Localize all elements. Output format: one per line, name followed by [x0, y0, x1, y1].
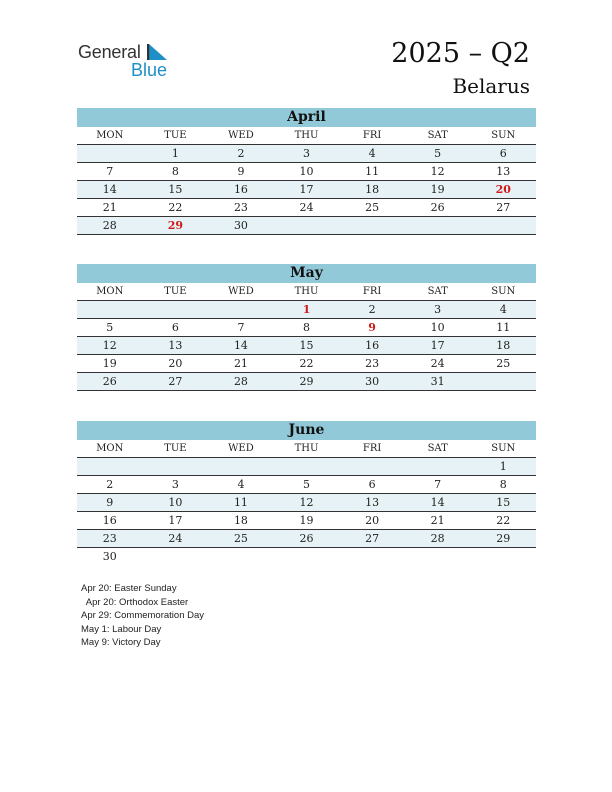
day-cell: 30 — [233, 219, 248, 232]
day-cell: 6 — [368, 478, 376, 491]
holiday-day-cell: 1 — [302, 303, 311, 316]
holiday-day-cell: 29 — [167, 219, 184, 232]
day-cell: 23 — [102, 532, 117, 545]
day-cell: 19 — [430, 183, 445, 196]
week-row — [77, 494, 536, 512]
day-cell: 21 — [102, 201, 117, 214]
day-cell — [339, 458, 405, 475]
year-quarter-title: 2025 – Q2 — [391, 38, 530, 69]
weekday-label: THU — [294, 443, 319, 454]
weekday-header-row — [77, 440, 536, 458]
weekday-label: SAT — [427, 130, 448, 141]
day-cell: 28 — [102, 219, 117, 232]
weekday-label: FRI — [362, 130, 382, 141]
day-cell — [208, 301, 274, 318]
week-row — [77, 512, 536, 530]
day-cell — [77, 458, 143, 475]
day-cell: 19 — [102, 357, 117, 370]
weekday-header-row — [77, 127, 536, 145]
weekday-label: SAT — [427, 443, 448, 454]
day-cell: 17 — [299, 183, 314, 196]
week-row — [77, 476, 536, 494]
month-title: April — [77, 108, 536, 127]
day-cell: 4 — [237, 478, 245, 491]
day-cell: 11 — [233, 496, 248, 509]
country-title: Belarus — [452, 74, 530, 98]
weekday-label: WED — [228, 130, 254, 141]
day-cell: 6 — [499, 147, 507, 160]
logo-text-blue: Blue — [131, 60, 168, 80]
holiday-note: Apr 20: Easter Sunday — [81, 583, 177, 594]
day-cell: 16 — [233, 183, 248, 196]
day-cell: 30 — [102, 550, 117, 563]
day-cell: 7 — [237, 321, 245, 334]
week-row — [77, 355, 536, 373]
day-cell: 14 — [233, 339, 248, 352]
day-cell: 9 — [106, 496, 114, 509]
week-row — [77, 530, 536, 548]
day-cell: 23 — [365, 357, 380, 370]
weekday-label: FRI — [362, 286, 382, 297]
day-cell: 24 — [430, 357, 445, 370]
weekday-label: MON — [96, 443, 124, 454]
day-cell: 22 — [299, 357, 314, 370]
day-cell: 20 — [365, 514, 380, 527]
day-cell: 26 — [102, 375, 117, 388]
day-cell: 6 — [171, 321, 179, 334]
day-cell: 18 — [365, 183, 380, 196]
weekday-label: TUE — [164, 443, 187, 454]
day-cell: 8 — [303, 321, 311, 334]
day-cell: 15 — [496, 496, 511, 509]
day-cell — [274, 548, 340, 565]
day-cell: 21 — [430, 514, 445, 527]
day-cell: 19 — [299, 514, 314, 527]
day-cell — [470, 217, 536, 234]
day-cell: 25 — [365, 201, 380, 214]
day-cell: 25 — [233, 532, 248, 545]
day-cell: 3 — [303, 147, 311, 160]
month-calendar-june — [77, 421, 536, 565]
day-cell: 26 — [430, 201, 445, 214]
weekday-label: SUN — [491, 130, 516, 141]
holiday-day-cell: 9 — [368, 321, 376, 334]
day-cell: 28 — [233, 375, 248, 388]
day-cell: 27 — [496, 201, 511, 214]
day-cell: 11 — [496, 321, 511, 334]
day-cell: 16 — [102, 514, 117, 527]
weekday-label: TUE — [164, 286, 187, 297]
weekday-label: THU — [294, 130, 319, 141]
month-title: May — [77, 264, 536, 283]
day-cell: 27 — [365, 532, 380, 545]
day-cell: 5 — [106, 321, 114, 334]
day-cell — [143, 458, 209, 475]
day-cell: 8 — [499, 478, 507, 491]
day-cell: 17 — [168, 514, 183, 527]
day-cell: 5 — [434, 147, 442, 160]
day-cell: 16 — [365, 339, 380, 352]
day-cell: 8 — [171, 165, 179, 178]
week-row — [77, 301, 536, 319]
day-cell: 1 — [171, 147, 179, 160]
weekday-header-row — [77, 283, 536, 301]
holiday-note: Apr 20: Orthodox Easter — [81, 596, 189, 608]
day-cell — [470, 548, 536, 565]
week-row — [77, 199, 536, 217]
day-cell — [143, 548, 209, 565]
generalblue-logo — [78, 42, 178, 82]
day-cell: 23 — [233, 201, 248, 214]
week-row — [77, 217, 536, 235]
logo-text-general: General — [78, 42, 141, 62]
day-cell: 14 — [102, 183, 117, 196]
day-cell — [274, 217, 340, 234]
holiday-day-cell: 20 — [495, 183, 511, 196]
weekday-label: MON — [96, 130, 124, 141]
day-cell — [274, 458, 340, 475]
day-cell: 29 — [299, 375, 314, 388]
day-cell — [405, 548, 471, 565]
day-cell — [470, 373, 536, 390]
day-cell: 15 — [168, 183, 183, 196]
day-cell: 10 — [168, 496, 183, 509]
weekday-label: SAT — [427, 286, 448, 297]
day-cell — [208, 548, 274, 565]
weekday-label: WED — [228, 443, 254, 454]
day-cell — [405, 458, 471, 475]
day-cell: 21 — [233, 357, 248, 370]
holiday-note: Apr 29: Commemoration Day — [81, 610, 205, 621]
weekday-label: FRI — [362, 443, 382, 454]
day-cell: 3 — [434, 303, 442, 316]
day-cell: 10 — [430, 321, 445, 334]
day-cell: 22 — [168, 201, 183, 214]
day-cell: 12 — [299, 496, 314, 509]
month-title: June — [77, 421, 536, 440]
day-cell: 22 — [496, 514, 511, 527]
week-row — [77, 181, 536, 199]
week-row — [77, 458, 536, 476]
day-cell: 17 — [430, 339, 445, 352]
day-cell: 26 — [299, 532, 314, 545]
day-cell: 24 — [299, 201, 314, 214]
day-cell: 29 — [496, 532, 511, 545]
day-cell: 28 — [430, 532, 445, 545]
day-cell — [143, 301, 209, 318]
day-cell — [339, 217, 405, 234]
week-row — [77, 373, 536, 391]
week-row — [77, 319, 536, 337]
day-cell: 1 — [499, 460, 507, 473]
day-cell: 14 — [430, 496, 445, 509]
week-row — [77, 548, 536, 565]
weekday-label: TUE — [164, 130, 187, 141]
day-cell: 2 — [368, 303, 376, 316]
day-cell: 30 — [365, 375, 380, 388]
day-cell — [77, 301, 143, 318]
day-cell — [339, 548, 405, 565]
week-row — [77, 145, 536, 163]
day-cell: 3 — [171, 478, 179, 491]
holiday-note: May 1: Labour Day — [81, 623, 162, 635]
day-cell — [77, 145, 143, 162]
day-cell: 7 — [434, 478, 442, 491]
day-cell: 24 — [168, 532, 183, 545]
month-calendar-may — [77, 264, 536, 391]
weekday-label: WED — [228, 286, 254, 297]
day-cell: 12 — [102, 339, 117, 352]
day-cell: 11 — [365, 165, 380, 178]
weekday-label: THU — [294, 286, 319, 297]
month-calendar-april — [77, 108, 536, 235]
day-cell: 12 — [430, 165, 445, 178]
day-cell: 13 — [496, 165, 511, 178]
day-cell: 10 — [299, 165, 314, 178]
day-cell: 18 — [233, 514, 248, 527]
holiday-note: May 9: Victory Day — [81, 637, 161, 648]
day-cell: 5 — [303, 478, 311, 491]
weekday-label: MON — [96, 286, 124, 297]
day-cell: 2 — [237, 147, 245, 160]
day-cell — [405, 217, 471, 234]
day-cell: 18 — [496, 339, 511, 352]
day-cell: 31 — [430, 375, 445, 388]
day-cell: 2 — [106, 478, 114, 491]
day-cell: 27 — [168, 375, 183, 388]
day-cell — [208, 458, 274, 475]
week-row — [77, 337, 536, 355]
day-cell: 4 — [368, 147, 376, 160]
holiday-notes — [81, 582, 204, 650]
day-cell: 13 — [365, 496, 380, 509]
day-cell: 9 — [237, 165, 245, 178]
day-cell: 25 — [496, 357, 511, 370]
day-cell: 7 — [106, 165, 114, 178]
day-cell: 20 — [168, 357, 183, 370]
day-cell: 4 — [499, 303, 507, 316]
weekday-label: SUN — [491, 286, 516, 297]
day-cell: 13 — [168, 339, 183, 352]
weekday-label: SUN — [491, 443, 516, 454]
day-cell: 15 — [299, 339, 314, 352]
week-row — [77, 163, 536, 181]
